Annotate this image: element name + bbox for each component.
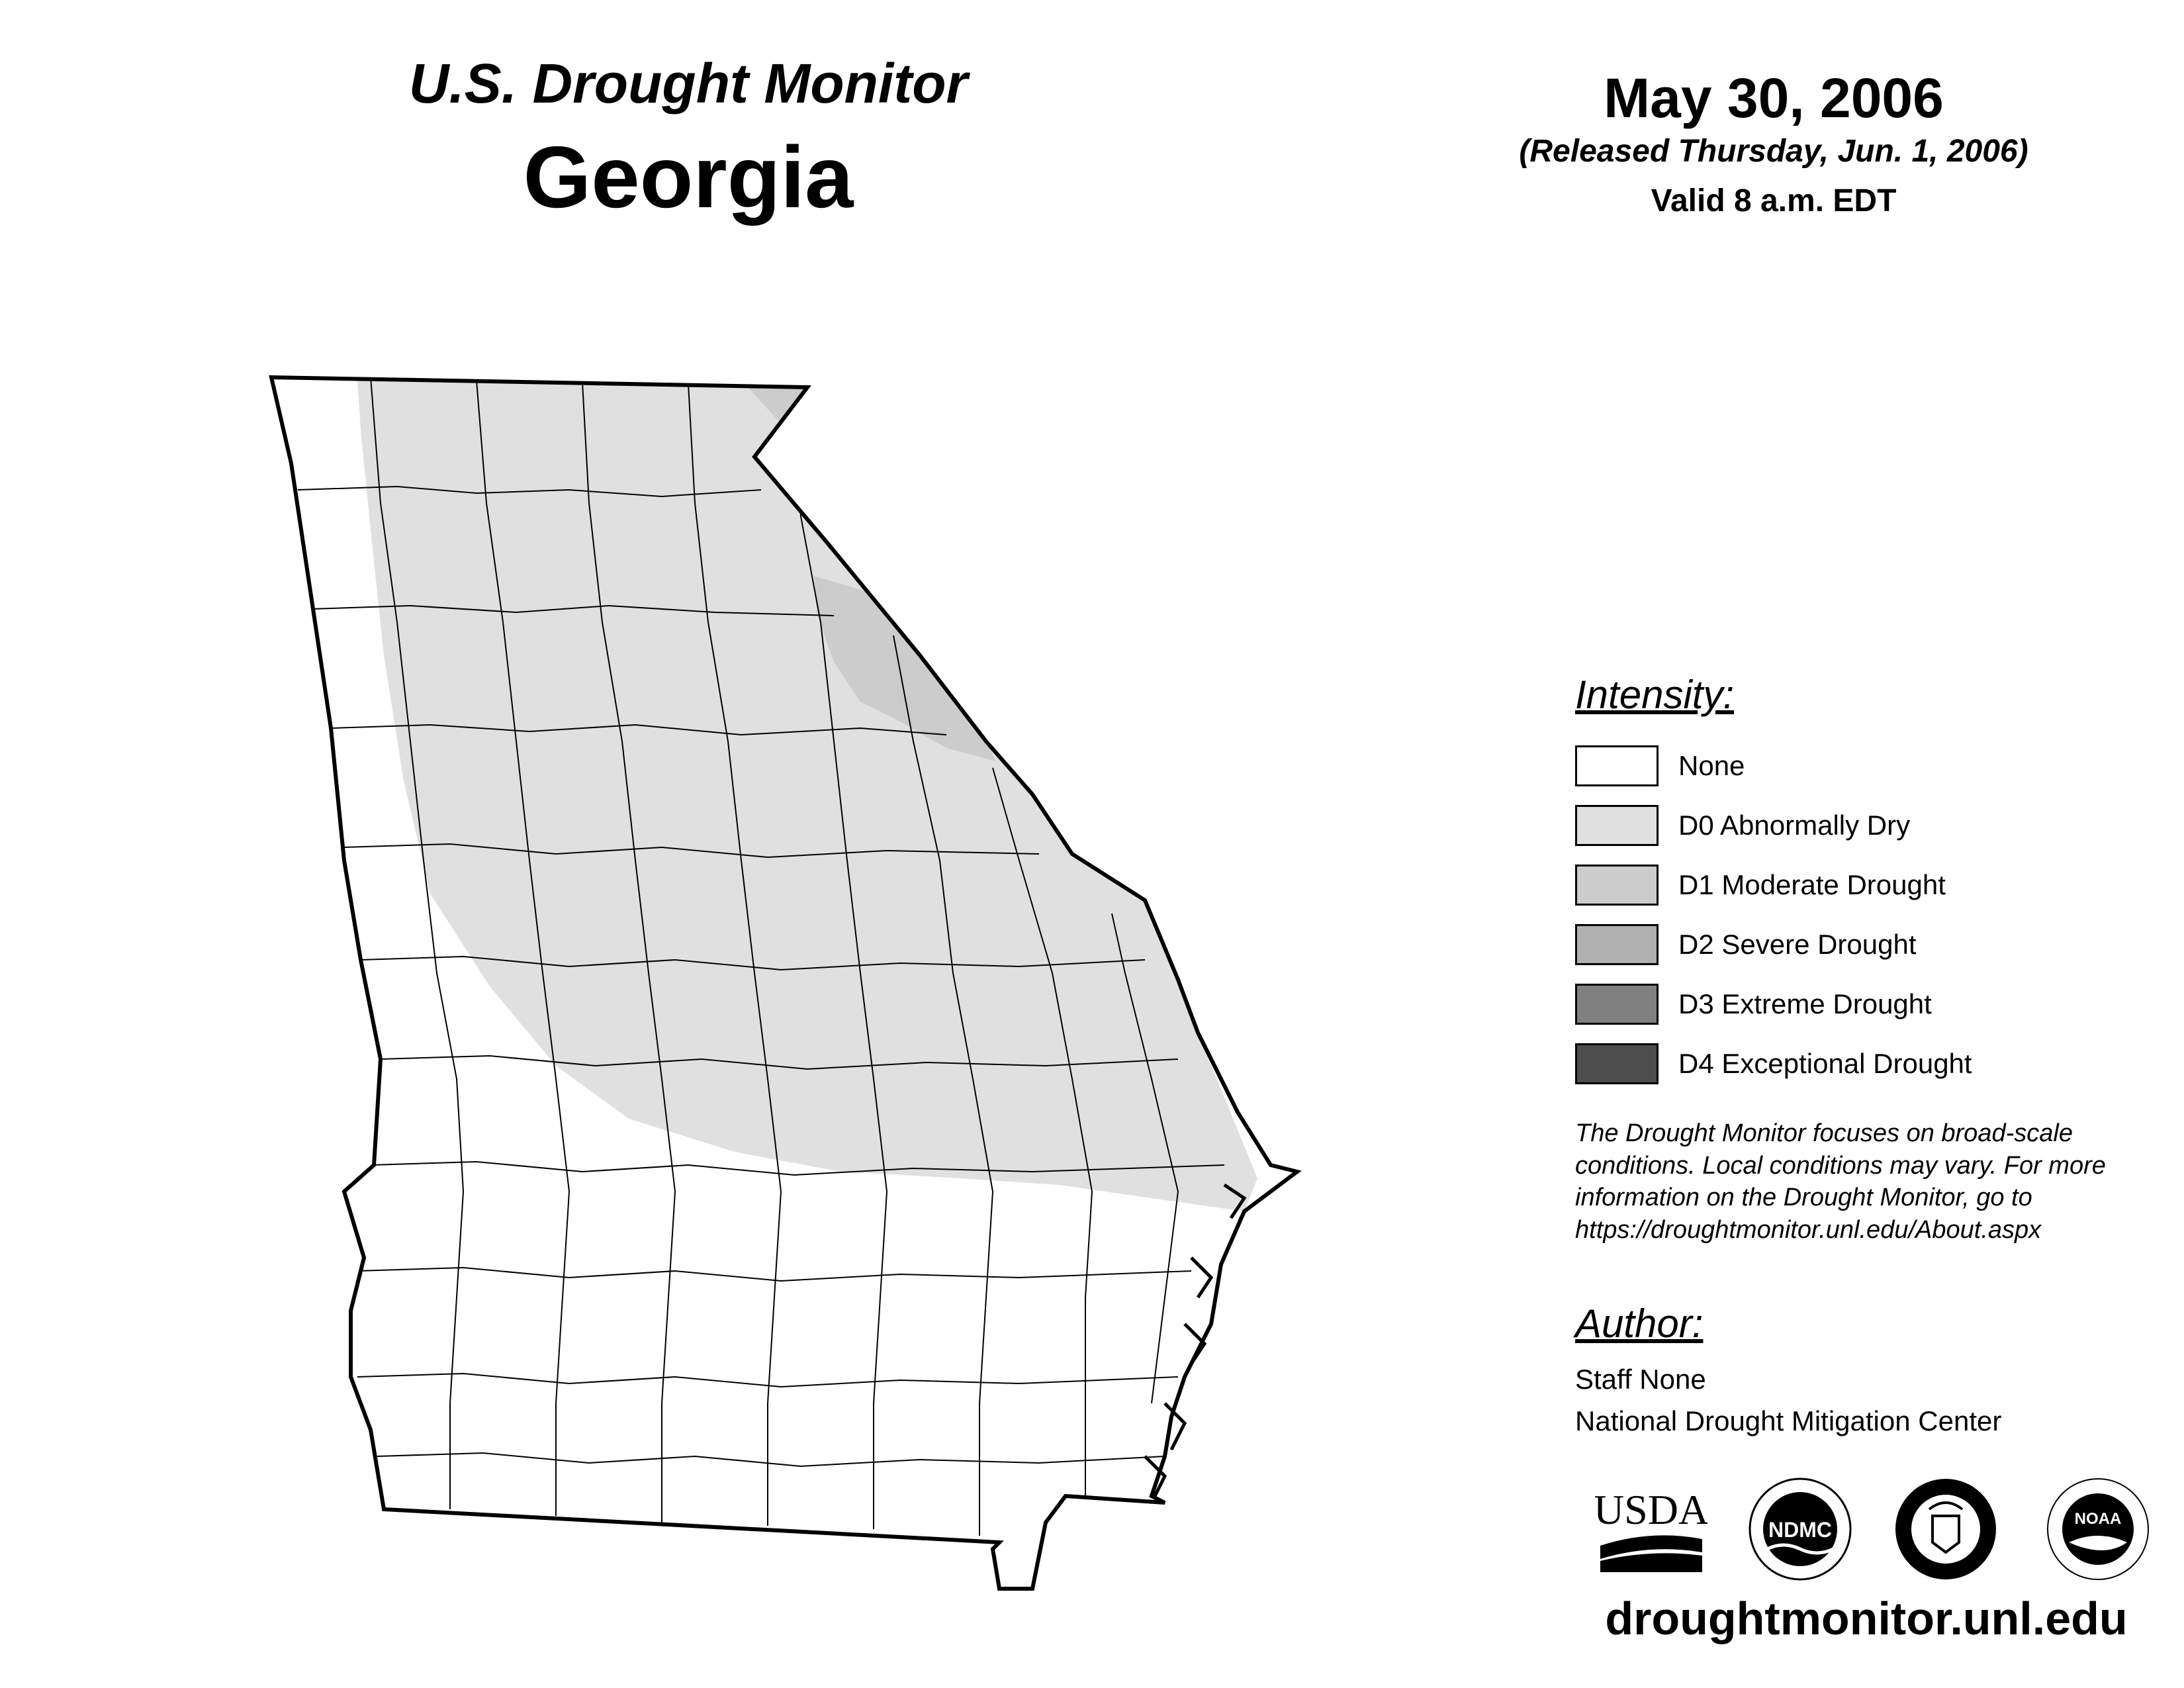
svg-text:NDMC: NDMC [1768, 1518, 1832, 1542]
legend-swatch [1575, 924, 1659, 965]
legend-label: D2 Severe Drought [1678, 929, 1917, 960]
legend-label: None [1678, 750, 1745, 781]
note-url[interactable]: https://droughtmonitor.unl.edu/About.aspx [1575, 1215, 2042, 1244]
noaa-logo [2045, 1476, 2151, 1582]
legend [1575, 672, 2171, 1094]
date-block [1443, 66, 2105, 219]
legend-item-d2 [1575, 915, 2171, 974]
svg-text:NOAA: NOAA [2074, 1510, 2122, 1528]
ndmc-logo [1747, 1476, 1853, 1582]
legend-label: D1 Moderate Drought [1678, 869, 1946, 900]
legend-label: D0 Abnormally Dry [1678, 810, 1911, 841]
author-org: National Drought Mitigation Center [1575, 1405, 2002, 1436]
author-title: Author: [1575, 1301, 1704, 1346]
legend-swatch [1575, 865, 1659, 906]
usda-logo [1595, 1483, 1707, 1575]
legend-item-d4 [1575, 1034, 2171, 1094]
partner-logos [1582, 1470, 2158, 1589]
legend-label: D3 Extreme Drought [1678, 988, 1932, 1019]
svg-text:USDA: USDA [1595, 1486, 1707, 1533]
map-date: May 30, 2006 [1604, 67, 1944, 129]
legend-item-d1 [1575, 855, 2171, 915]
note-line: information on the Drought Monitor, go to [1575, 1184, 2032, 1212]
legend-item-d3 [1575, 974, 2171, 1034]
legend-swatch [1575, 1043, 1659, 1084]
legend-label: D4 Exceptional Drought [1678, 1048, 1972, 1079]
release-date: (Released Thursday, Jun. 1, 2006) [1519, 133, 2028, 169]
department-of-commerce-seal [1893, 1476, 1999, 1582]
legend-item-none [1575, 736, 2171, 796]
author-block [1575, 1301, 2171, 1442]
legend-title: Intensity: [1575, 673, 1735, 717]
legend-swatch [1575, 984, 1659, 1025]
map-subtitle: U.S. Drought Monitor [408, 52, 968, 115]
note-line: The Drought Monitor focuses on broad-scale [1575, 1119, 2073, 1147]
valid-time: Valid 8 a.m. EDT [1651, 183, 1897, 218]
note-line: conditions. Local conditions may vary. For more [1575, 1151, 2106, 1180]
legend-item-d0 [1575, 796, 2171, 855]
state-name: Georgia [523, 128, 854, 226]
disclaimer-note [1575, 1117, 2171, 1246]
footer-url[interactable]: droughtmonitor.unl.edu [1605, 1593, 2128, 1644]
legend-swatch [1575, 745, 1659, 786]
author-name: Staff None [1575, 1364, 1706, 1395]
legend-swatch [1575, 805, 1659, 846]
